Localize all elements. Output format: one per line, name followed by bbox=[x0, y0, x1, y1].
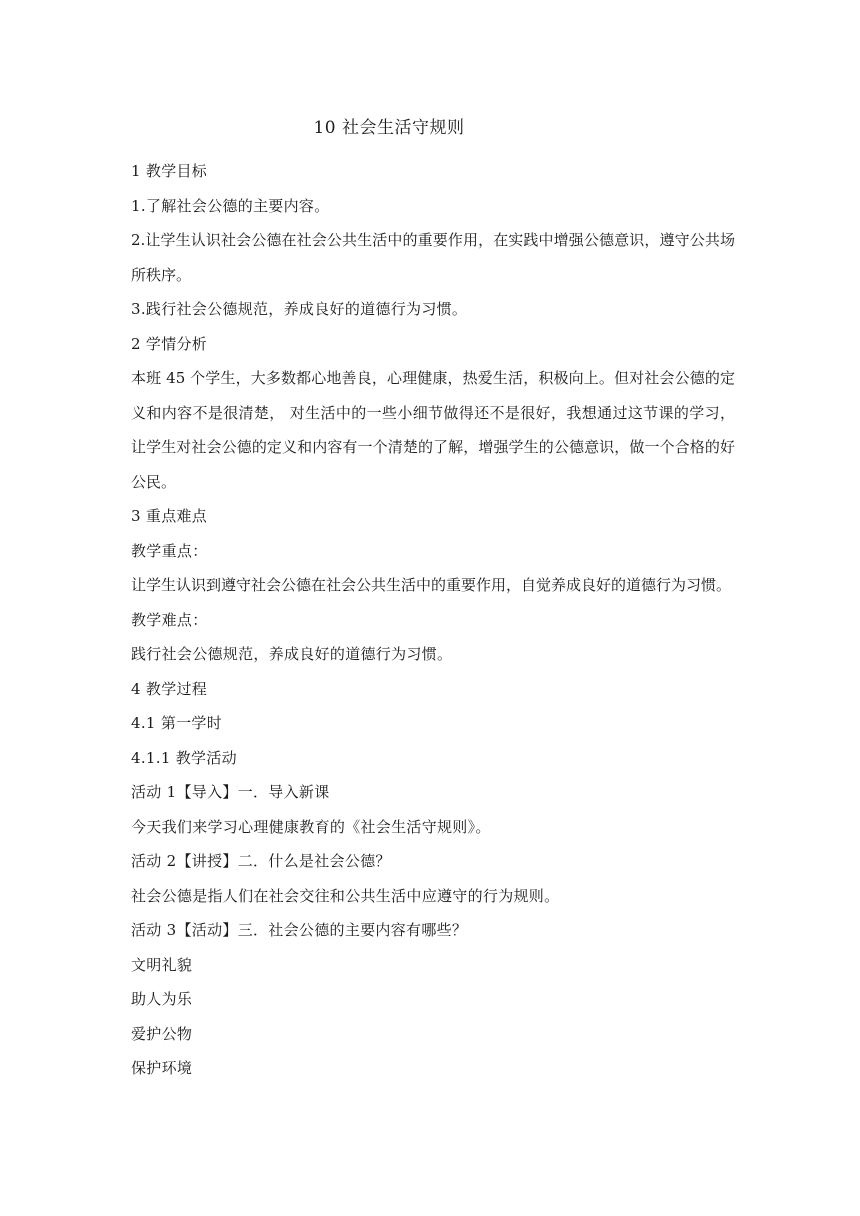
section-heading-process: 4 教学过程 bbox=[131, 679, 208, 698]
activity-label: 活动 1【导入】一．导入新课 bbox=[131, 783, 330, 801]
analysis-paragraph: 本班 45 个学生，大多数都心地善良，心理健康，热爱生活，积极向上。但对社会公德的定义和内容不是很清楚， 对生活中的一些小细节做得还不是很好，我想通过这节课的学习，让学生对社会公德的定义和内容有一个清楚的了解，增强学生的公德意识，做一个合格的好公民。 bbox=[131, 369, 735, 491]
content-item: 保护环境 bbox=[131, 1059, 193, 1077]
lesson-heading: 4.1 第一学时 bbox=[131, 714, 223, 732]
key-paragraph: 让学生认识到遵守社会公德在社会公共生活中的重要作用，自觉养成良好的道德行为习惯。 bbox=[131, 576, 732, 594]
page-title: 10 社会生活守规则 bbox=[313, 118, 465, 138]
section-heading-goals: 1 教学目标 bbox=[131, 162, 208, 180]
section-heading-keypoints: 3 重点难点 bbox=[131, 507, 208, 525]
document-body bbox=[131, 154, 735, 1086]
section-heading-analysis: 2 学情分析 bbox=[131, 334, 208, 353]
activity-text: 今天我们来学习心理健康教育的《社会生活守规则》。 bbox=[131, 817, 491, 836]
content-item: 爱护公物 bbox=[131, 1024, 193, 1043]
difficulty-paragraph: 践行社会公德规范，养成良好的道德行为习惯。 bbox=[131, 645, 453, 663]
content-item: 文明礼貌 bbox=[131, 955, 193, 974]
activity-label: 活动 3【活动】三．社会公德的主要内容有哪些？ bbox=[131, 921, 468, 939]
content-item: 助人为乐 bbox=[131, 990, 193, 1008]
goal-item: 1.了解社会公德的主要内容。 bbox=[131, 196, 330, 215]
activity-heading: 4.1.1 教学活动 bbox=[131, 748, 237, 767]
activity-text: 社会公德是指人们在社会交往和公共生活中应遵守的行为规则。 bbox=[131, 886, 560, 905]
goal-item: 2.让学生认识社会公德在社会公共生活中的重要作用，在实践中增强公德意识，遵守公共场所秩序。 bbox=[131, 231, 735, 284]
goal-item: 3.践行社会公德规范，养成良好的道德行为习惯。 bbox=[131, 300, 468, 318]
difficulty-label: 教学难点： bbox=[131, 610, 208, 629]
key-label: 教学重点： bbox=[131, 541, 208, 560]
activity-label: 活动 2【讲授】二．什么是社会公德？ bbox=[131, 852, 391, 870]
